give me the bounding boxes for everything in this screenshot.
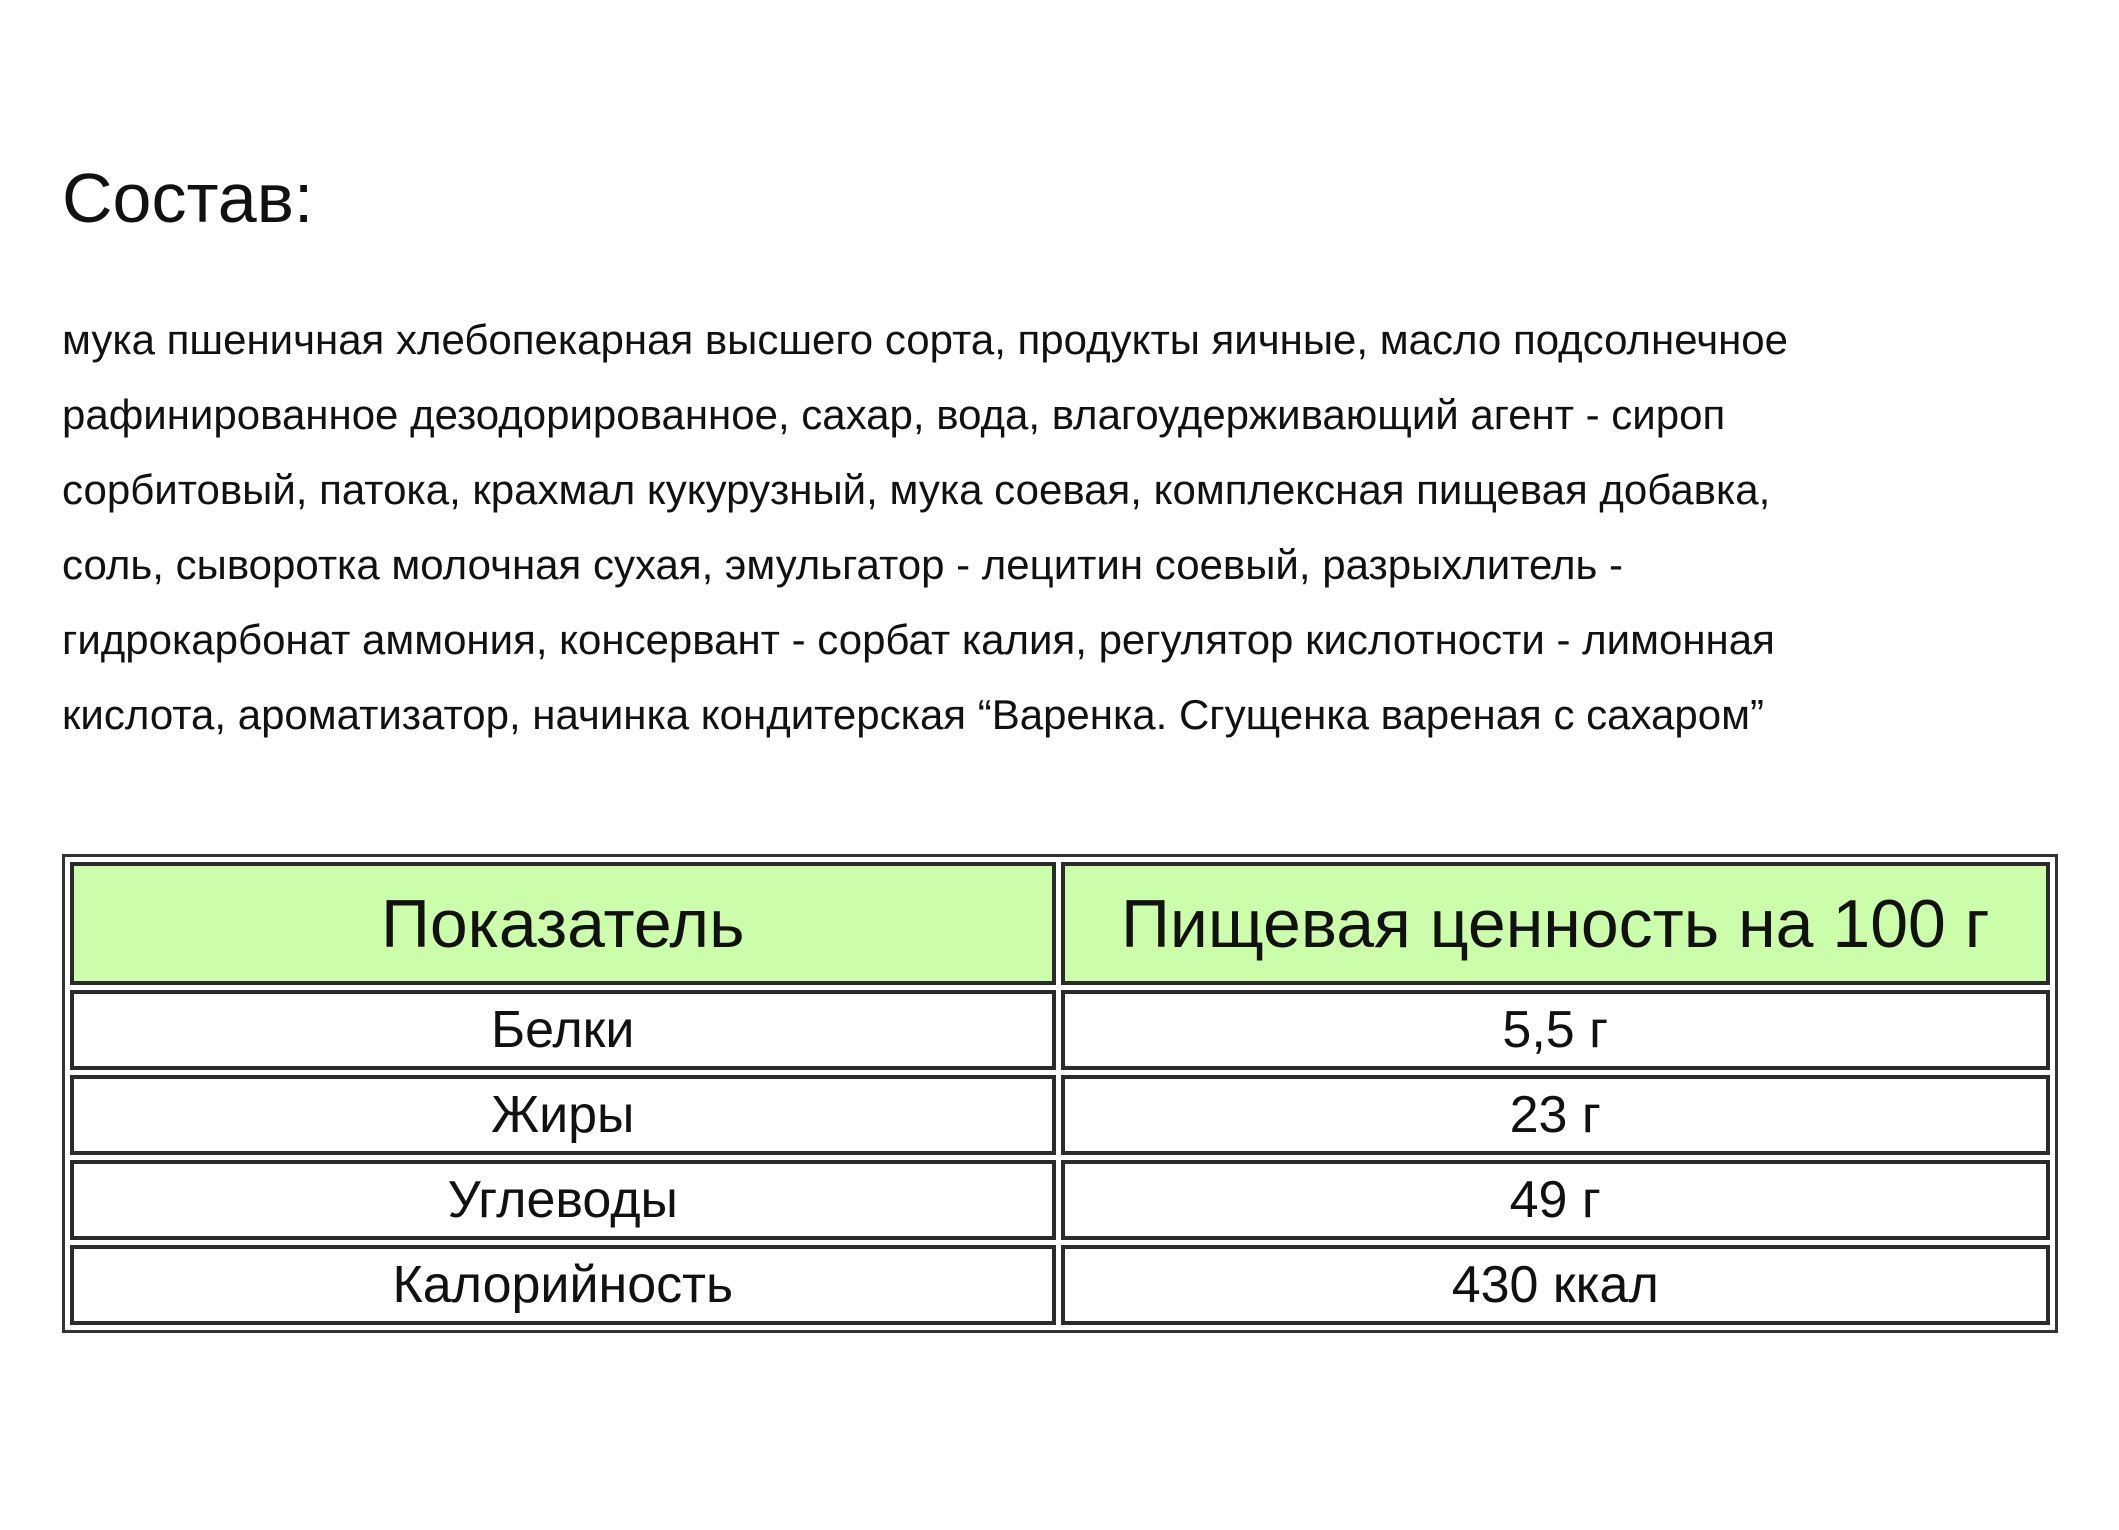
row-value-fat: 23 г bbox=[1061, 1075, 2050, 1155]
nutrition-table-frame bbox=[62, 854, 2058, 1333]
row-label-calories: Калорийность bbox=[70, 1245, 1056, 1325]
header-nutritional-value: Пищевая ценность на 100 г bbox=[1061, 862, 2050, 985]
table-header-row bbox=[70, 862, 2050, 985]
row-value-calories: 430 ккал bbox=[1061, 1245, 2050, 1325]
ingredients-line: сорбитовый, патока, крахмал кукурузный, мука соевая, комплексная пищевая добавка, bbox=[62, 466, 1771, 513]
ingredients-line: кислота, ароматизатор, начинка кондитерская “Варенка. Сгущенка вареная с сахаром” bbox=[62, 691, 1764, 738]
ingredients-text bbox=[62, 302, 2082, 752]
table-row bbox=[70, 990, 2050, 1070]
ingredients-line: гидрокарбонат аммония, консервант - сорбат калия, регулятор кислотности - лимонная bbox=[62, 616, 1775, 663]
table-row bbox=[70, 1160, 2050, 1240]
table-row bbox=[70, 1245, 2050, 1325]
row-value-protein: 5,5 г bbox=[1061, 990, 2050, 1070]
row-label-carbohydrates: Углеводы bbox=[70, 1160, 1056, 1240]
row-label-fat: Жиры bbox=[70, 1075, 1056, 1155]
row-value-carbohydrates: 49 г bbox=[1061, 1160, 2050, 1240]
nutrition-table bbox=[65, 857, 2055, 1330]
ingredients-line: мука пшеничная хлебопекарная высшего сорта, продукты яичные, масло подсолнечное bbox=[62, 316, 1788, 363]
row-label-protein: Белки bbox=[70, 990, 1056, 1070]
table-row bbox=[70, 1075, 2050, 1155]
composition-title: Состав: bbox=[62, 159, 314, 237]
ingredients-line: соль, сыворотка молочная сухая, эмульгатор - лецитин соевый, разрыхлитель - bbox=[62, 541, 1624, 588]
ingredients-line: рафинированное дезодорированное, сахар, вода, влагоудерживающий агент - сироп bbox=[62, 391, 1726, 438]
header-indicator: Показатель bbox=[70, 862, 1056, 985]
